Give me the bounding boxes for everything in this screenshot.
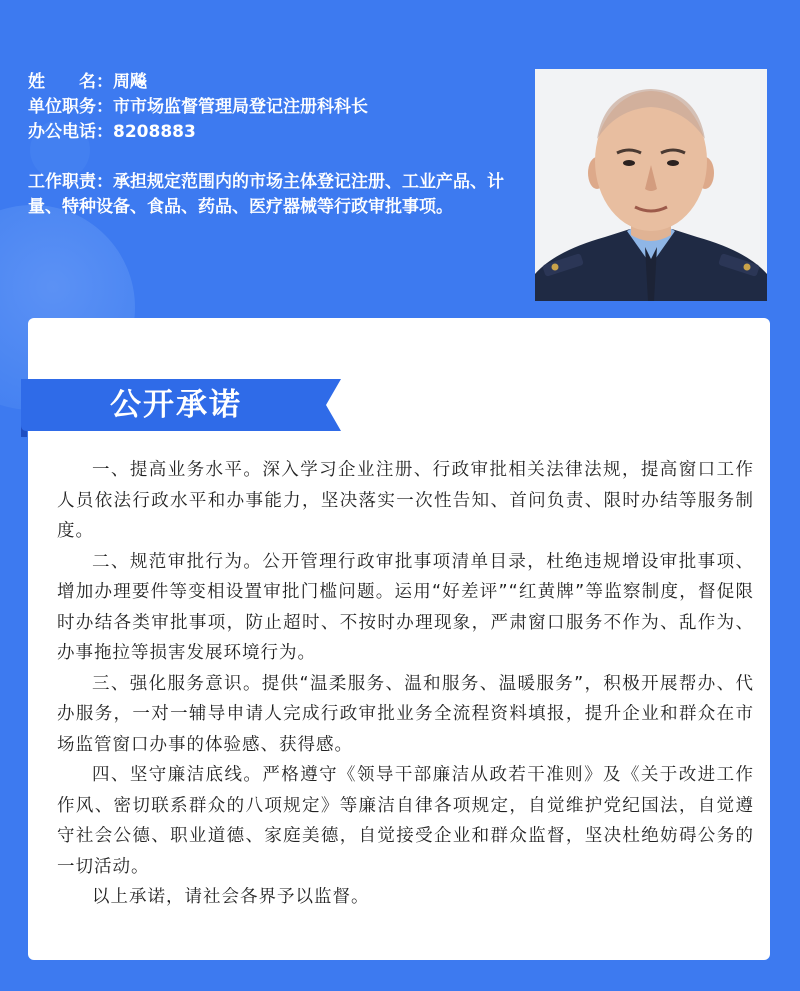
- commitment-item-4: 四、坚守廉洁底线。严格遵守《领导干部廉洁从政若干准则》及《关于改进工作作风、密切联系群众的八项规定》等廉洁自律各项规定，自觉维护党纪国法，自觉遵守社会公德、职业道德、家庭美德，自觉接受企业和群众监督，坚决杜绝妨碍公务的一切活动。: [57, 765, 754, 877]
- commitment-item-1: 一、提高业务水平。深入学习企业注册、行政审批相关法律法规，提高窗口工作人员依法行政水平和办事能力，坚决落实一次性告知、首问负责、限时办结等服务制度。: [57, 460, 754, 541]
- phone-label: 办公电话：: [28, 122, 113, 142]
- commitment-text: [57, 455, 754, 913]
- commitment-item-2: 二、规范审批行为。公开管理行政审批事项清单目录，杜绝违规增设审批事项、增加办理要件等变相设置审批门槛问题。运用“好差评”“红黄牌”等监察制度，督促限时办结各类审批事项，防止超时、不按时办理现象，严肃窗口服务不作为、乱作为、办事拖拉等损害发展环境行为。: [57, 551, 754, 663]
- section-title: 公开承诺: [110, 387, 242, 423]
- portrait-photo: [535, 69, 767, 301]
- duty-row: [28, 170, 508, 220]
- position-row: [28, 95, 508, 120]
- commitment-item-3: 三、强化服务意识。提供“温柔服务、温和服务、温暖服务”，积极开展帮办、代办服务，一对一辅导申请人完成行政审批业务全流程资料填报，提升企业和群众在市场监管窗口办事的体验感、获得感。: [57, 673, 754, 755]
- commitment-closing: 以上承诺，请社会各界予以监督。: [92, 887, 370, 907]
- phone-value: 8208883: [113, 122, 196, 142]
- position-label: 单位职务：: [28, 97, 113, 117]
- name-row: [28, 70, 508, 95]
- phone-row: [28, 120, 508, 145]
- profile-info: [28, 70, 508, 220]
- name-label: 姓 名：: [28, 72, 113, 92]
- duty-label: 工作职责：: [28, 172, 113, 192]
- duty-value: 承担规定范围内的市场主体登记注册、工业产品、计量、特种设备、食品、药品、医疗器械等行政审批事项。: [28, 172, 504, 217]
- name-value: 周飚: [113, 72, 147, 92]
- portrait-illustration: [535, 69, 767, 301]
- position-value: 市市场监督管理局登记注册科科长: [113, 97, 368, 117]
